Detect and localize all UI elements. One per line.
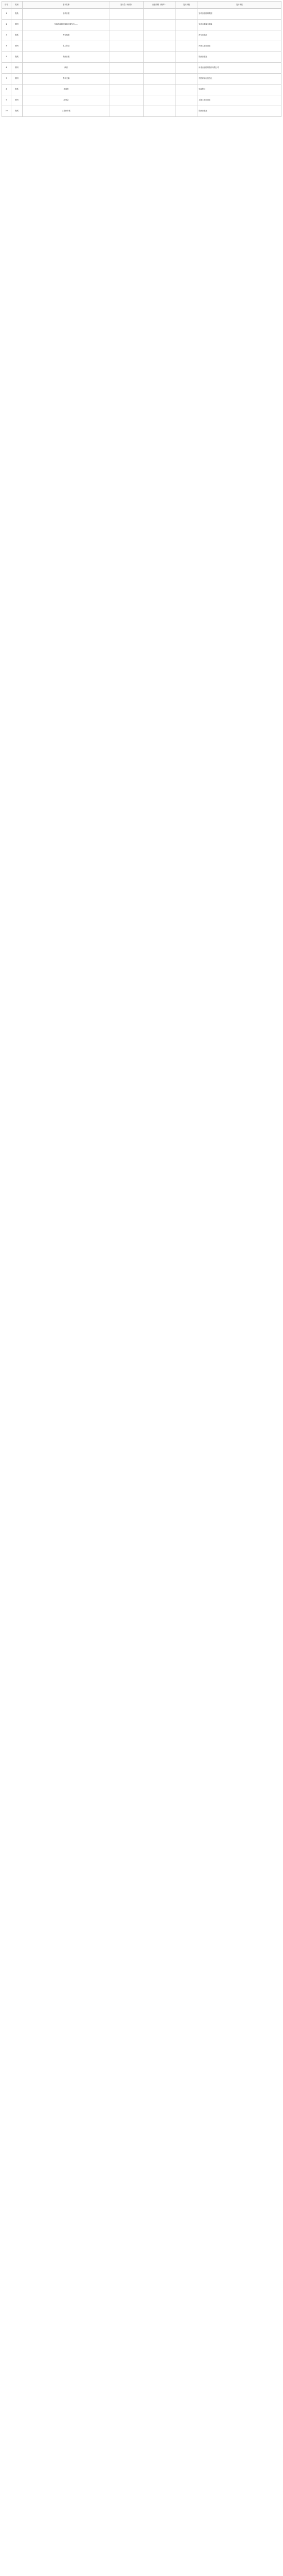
publication-name-cell: 陕西日报	[23, 52, 110, 63]
table-row	[2, 84, 281, 95]
column-header-category: 类别	[11, 2, 23, 9]
publication-name-cell: 读者	[23, 63, 110, 74]
row-number: 6	[2, 63, 11, 74]
table-row	[2, 63, 281, 74]
row-number: 3	[2, 30, 11, 41]
issues-cell	[144, 30, 175, 41]
table-row	[2, 41, 281, 52]
publication-name-cell: 故事会	[23, 95, 110, 106]
publication-name-cell: 青年文摘	[23, 74, 110, 84]
column-header-circulation: 发行量（份/期）	[110, 2, 144, 9]
publisher-cell: 读者出版传媒股份有限公司	[198, 63, 281, 74]
publication-name-cell: 宝鸡市新闻出版局出版发行……	[23, 20, 110, 30]
issues-cell	[144, 52, 175, 63]
days-cell	[175, 74, 198, 84]
issues-cell	[144, 63, 175, 74]
category-cell: 期刊	[11, 95, 23, 106]
circulation-cell	[110, 30, 144, 41]
column-header-publisher: 发行单位	[198, 2, 281, 9]
publisher-cell: 中国青年出版总社	[198, 74, 281, 84]
column-header-no: 序号	[2, 2, 11, 9]
publication-name-cell: 名人传记	[23, 41, 110, 52]
publication-name-cell: 华商报	[23, 84, 110, 95]
days-cell	[175, 20, 198, 30]
category-cell: 期刊	[11, 63, 23, 74]
row-number: 10	[2, 106, 11, 117]
row-number: 8	[2, 84, 11, 95]
report-table	[2, 1, 281, 117]
issues-cell	[144, 9, 175, 20]
column-header-name: 报刊名称	[23, 2, 110, 9]
row-number: 1	[2, 9, 11, 20]
publication-name-cell: 三秦都市报	[23, 106, 110, 117]
table-body	[2, 9, 281, 117]
table-row	[2, 74, 281, 84]
category-cell: 期刊	[11, 20, 23, 30]
column-header-days: 发行天数	[175, 2, 198, 9]
circulation-cell	[110, 41, 144, 52]
days-cell	[175, 106, 198, 117]
publisher-cell: 宝鸡市新闻出版局	[198, 20, 281, 30]
days-cell	[175, 63, 198, 74]
publisher-cell: 宝鸡日报传媒集团	[198, 9, 281, 20]
category-cell: 报纸	[11, 9, 23, 20]
days-cell	[175, 30, 198, 41]
category-cell: 报纸	[11, 52, 23, 63]
row-number: 5	[2, 52, 11, 63]
table-row	[2, 30, 281, 41]
days-cell	[175, 9, 198, 20]
column-header-issues: 出版周期（期/年）	[144, 2, 175, 9]
circulation-cell	[110, 95, 144, 106]
category-cell: 报纸	[11, 30, 23, 41]
table-header-row	[2, 2, 281, 9]
issues-cell	[144, 95, 175, 106]
publisher-cell: 西安日报社	[198, 30, 281, 41]
circulation-cell	[110, 74, 144, 84]
issues-cell	[144, 20, 175, 30]
publisher-cell: 上海文艺出版社	[198, 95, 281, 106]
table-row	[2, 20, 281, 30]
days-cell	[175, 95, 198, 106]
category-cell: 报纸	[11, 106, 23, 117]
issues-cell	[144, 106, 175, 117]
publisher-cell: 河南文艺出版社	[198, 41, 281, 52]
circulation-cell	[110, 63, 144, 74]
row-number: 4	[2, 41, 11, 52]
table-row	[2, 52, 281, 63]
category-cell: 期刊	[11, 41, 23, 52]
table-row	[2, 9, 281, 20]
row-number: 9	[2, 95, 11, 106]
circulation-cell	[110, 9, 144, 20]
issues-cell	[144, 41, 175, 52]
issues-cell	[144, 74, 175, 84]
publication-name-cell: 宝鸡日报	[23, 9, 110, 20]
circulation-cell	[110, 106, 144, 117]
days-cell	[175, 41, 198, 52]
category-cell: 期刊	[11, 74, 23, 84]
days-cell	[175, 84, 198, 95]
row-number: 2	[2, 20, 11, 30]
publisher-cell: 陕西日报社	[198, 106, 281, 117]
category-cell: 报纸	[11, 84, 23, 95]
circulation-cell	[110, 84, 144, 95]
table-row	[2, 106, 281, 117]
publication-name-cell: 西安晚报	[23, 30, 110, 41]
circulation-cell	[110, 20, 144, 30]
circulation-cell	[110, 52, 144, 63]
days-cell	[175, 52, 198, 63]
row-number: 7	[2, 74, 11, 84]
table-row	[2, 95, 281, 106]
publisher-cell: 陕西日报社	[198, 52, 281, 63]
publisher-cell: 华商报社	[198, 84, 281, 95]
issues-cell	[144, 84, 175, 95]
